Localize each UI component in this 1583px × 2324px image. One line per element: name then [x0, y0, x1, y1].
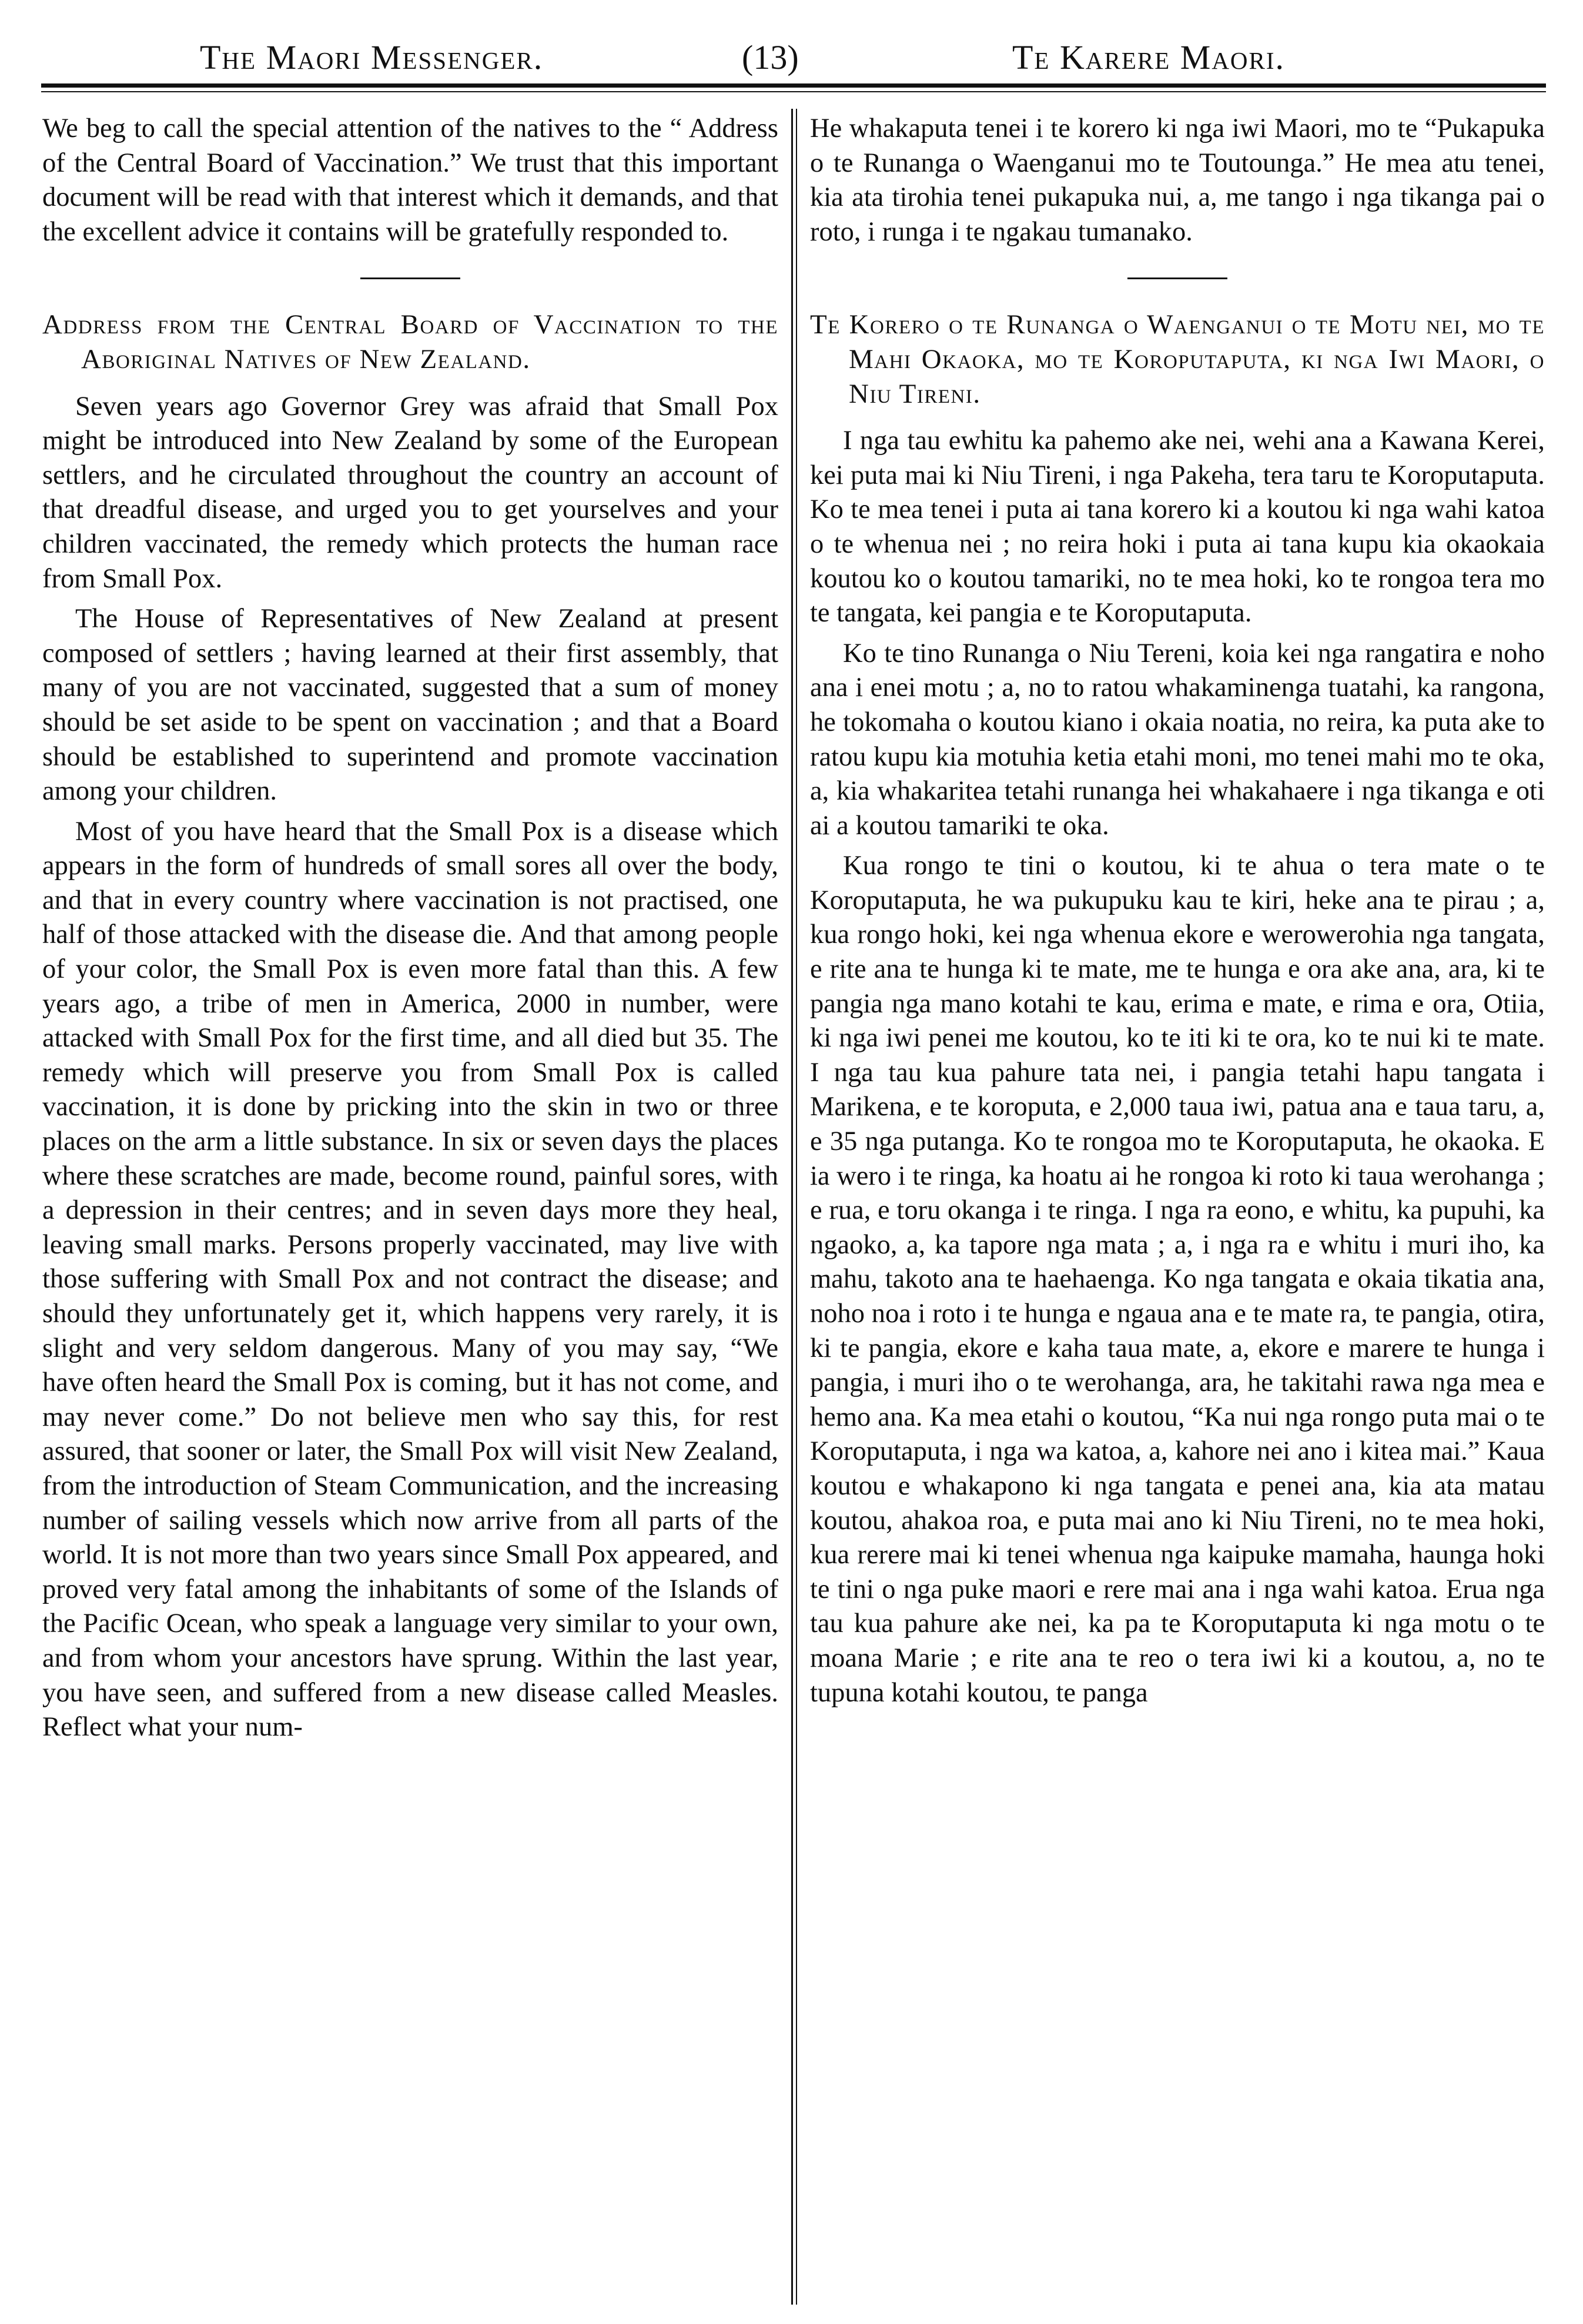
header-rule-thick [41, 83, 1546, 88]
page-number: (13) [742, 38, 799, 76]
editorial-notice-maori: He whakaputa tenei i te korero ki nga iwi Maori, mo te “Pukapuka o te Runanga o Waenganui mo te Toutounga.” He mea atu tenei, kia ata tirohia tenei pukapuka nui, a, me tango i nga tikanga pai o roto, i runga i te ngakau tumanako. [810, 113, 1545, 247]
page-header [0, 22, 1583, 81]
header-rule-thin [41, 91, 1546, 92]
section-divider [1127, 277, 1227, 279]
english-column [42, 112, 778, 2305]
column-divider [791, 109, 793, 2305]
english-masthead: The Maori Messenger. [200, 38, 544, 76]
article-paragraph: Ko te tino Runanga o Niu Tereni, koia kei nga rangatira e noho ana i enei motu ; a, no to ratou whakaminenga tuatahi, ka rangona, he tokomaha o koutou kiano i okaia noatia, no reira, ka puta ake to ratou kupu kia motuhia ketia etahi moni, mo tenei mahi mo te oka, a, kia whakaritea tetahi runanga hei whakahaere i nga tikanga e oti ai a koutou tamariki te oka. [810, 638, 1545, 841]
maori-masthead: Te Karere Maori. [1012, 38, 1286, 76]
section-divider [360, 277, 460, 279]
article-paragraph: Seven years ago Governor Grey was afraid that Small Pox might be introduced into New Zealand by some of the European settlers, and he circulated throughout the country an account of that dreadful disease, and urged you to get yourselves and your children vaccinated, the remedy which protects the human race from Small Pox. [42, 391, 778, 594]
editorial-notice-english: We beg to call the special attention of the natives to the “ Address of the Central Board of Vaccination.” We trust that this important document will be read with that interest which it demands, and that the excellent advice it contains will be gratefully responded to. [42, 113, 778, 247]
article-paragraph: The House of Representatives of New Zealand at present composed of settlers ; having learned at their first assembly, that many of you are not vaccinated, suggested that a sum of money should be set aside to be spent on vaccination ; and that a Board should be established to superintend and promote vaccination among your children. [42, 604, 778, 807]
article-paragraph: Kua rongo te tini o koutou, ki te ahua o tera mate o te Koroputaputa, he wa pukupuku kau te kiri, heke ana te pirau ; a, kua rongo hoki, kei nga whenua ekore e werowerohia nga tangata, e rite ana te hunga ki te mate, me te hunga e ora ake ana, ara, ki te pangia nga mano kotahi te kau, erima e mate, e rima e ora, Otiia, ki nga iwi penei me koutou, ko te iti ki te ora, ko te nui ki te mate. I nga tau kua pahure tata nei, i pangia tetahi hapu tangata i Marikena, e te koroputa, e 2,000 taua iwi, patua ana e taua taru, a, e 35 nga putanga. Ko te rongoa mo te Koroputaputa, he okaoka. E ia wero i te ringa, ka hoatu ai he rongoa ki roto ki taua werohanga ; e rua, e toru okanga i te ringa. I nga ra eono, e whitu, ka pupuhi, ka ngaoko, a, ka tapore nga mata ; a, i nga ra e whitu i muri iho, ka mahu, takoto ana te haehaenga. Ko nga tangata e okaia tikatia ana, noho noa i roto i te hunga e ngaua ana e te mate ra, te pangia, otira, ki te pangia, ekore e kaha taua mate, a, ekore e marere te hunga i pangia, i muri iho o te werohanga, ara, he takitahi rawa nga mea e hemo ana. Ka mea etahi o koutou, “Ka nui nga rongo puta mai o te Koroputaputa, i nga wa katoa, a, kahore nei ano i kitea mai.” Kaua koutou e whakapono ki nga tangata e penei ana, kia ata matau koutou, ahakoa roa, e puta mai ano ki Niu Tireni, no te mea hoki, kua rerere mai ki tenei whenua nga kaipuke mamaha, haunga hoki te tini o nga puke maori e rere mai ana i nga wahi katoa. Erua nga tau kua pahure ake nei, ka pa te Koroputaputa ki nga motu o te moana Marie ; e rite ana te reo o tera iwi ki a koutou, a, no te tupuna kotahi koutou, te panga [810, 851, 1545, 1708]
article-heading-english: Address from the Central Board of Vaccination to the Aboriginal Natives of New Zealand. [42, 309, 778, 374]
column-divider-inner [796, 109, 797, 2305]
article-heading-maori: Te Korero o te Runanga o Waenganui o te Motu nei, mo te Mahi Okaoka, mo te Koroputaputa, ki nga Iwi Maori, o Niu Tireni. [810, 309, 1545, 409]
article-paragraph: I nga tau ewhitu ka pahemo ake nei, wehi ana a Kawana Kerei, kei puta mai ki Niu Tireni, i nga Pakeha, tera taru te Koroputaputa. Ko te mea tenei i puta ai tana korero ki a koutou ki nga wahi katoa o te whenua nei ; no reira hoki i puta ai tana kupu kia okaokaia koutou ko o koutou tamariki, no te mea hoki, ko te rongoa tera mo te tangata, kei pangia e te Koroputaputa. [810, 426, 1545, 628]
article-paragraph: Most of you have heard that the Small Pox is a disease which appears in the form of hundreds of small sores all over the body, and that in every country where vaccination is not practised, one half of those attacked with the disease die. And that among people of your color, the Small Pox is even more fatal than this. A few years ago, a tribe of men in America, 2000 in number, were attacked with Small Pox for the first time, and all died but 35. The remedy which will preserve you from Small Pox is called vaccination, it is done by pricking into the skin in two or three places on the arm a little substance. In six or seven days the places where these scratches are made, become round, painful sores, with a depression in their centres; and in seven days more they heal, leaving small marks. Persons properly vaccinated, may live with those suffering with Small Pox and not contract the disease; and should they unfortunately get it, which happens very rarely, it is slight and very seldom dangerous. Many of you may say, “We have often heard the Small Pox is coming, but it has not come, and may never come.” Do not believe men who say this, for rest assured, that sooner or later, the Small Pox will visit New Zealand, from the introduction of Steam Communication, and the increasing number of sailing vessels which now arrive from all parts of the world. It is not more than two years since Small Pox appeared, and proved very fatal among the inhabitants of some of the Islands of the Pacific Ocean, who speak a language very similar to your own, and from whom your ancestors have sprung. Within the last year, you have seen, and suffered from a new disease called Measles. Reflect what your num- [42, 816, 778, 1743]
maori-column [810, 112, 1545, 2305]
